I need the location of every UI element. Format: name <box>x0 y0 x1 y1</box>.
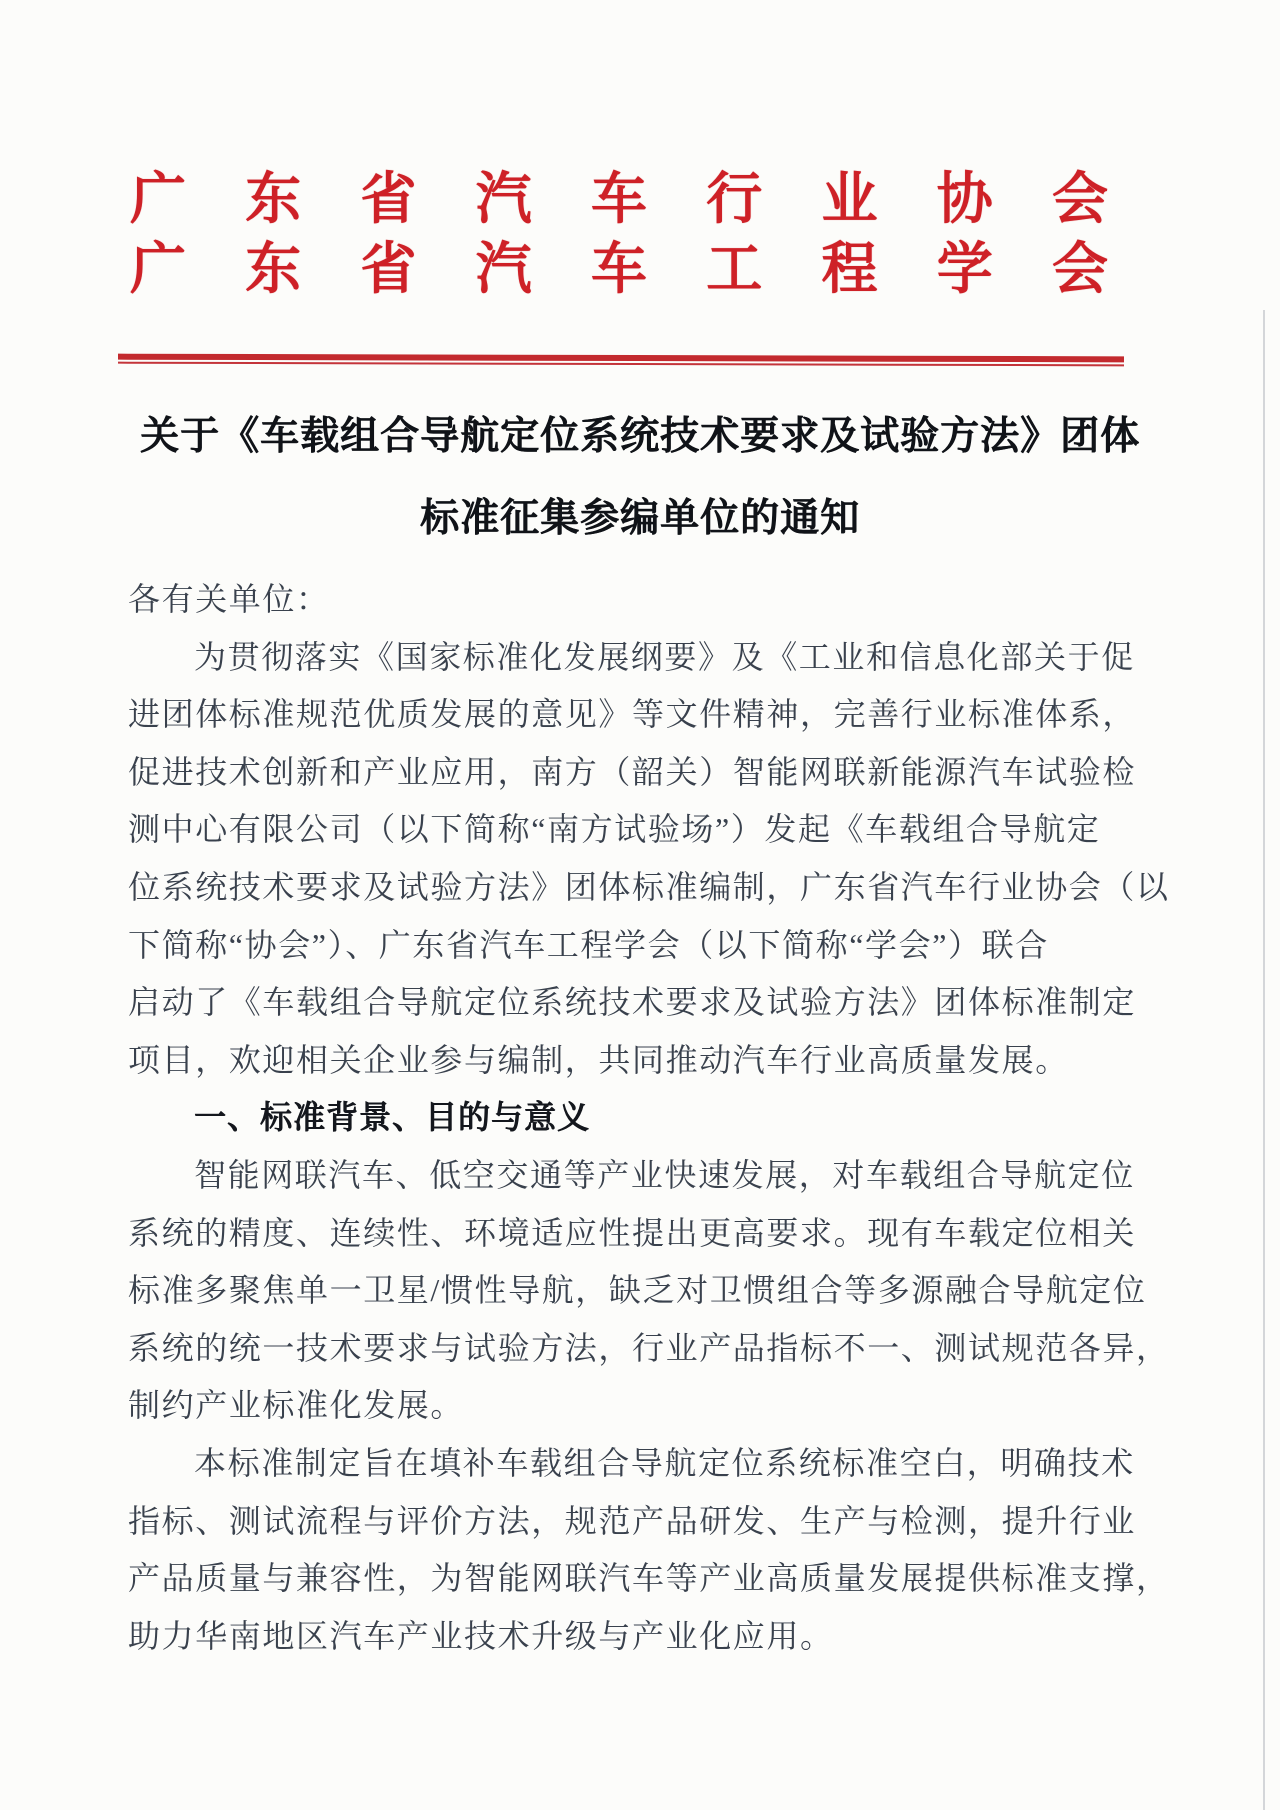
body-line: 标准多聚焦单一卫星/惯性导航，缺乏对卫惯组合等多源融合导航定位 <box>128 1272 1147 1309</box>
body-line: 进团体标准规范优质发展的意见》等文件精神，完善行业标准体系， <box>128 696 1137 733</box>
body-line: 测中心有限公司（以下简称“南方试验场”）发起《车载组合导航定 <box>128 811 1101 848</box>
body-line: 下简称“协会”）、广东省汽车工程学会（以下简称“学会”）联合 <box>128 926 1049 963</box>
notice-body <box>128 571 1188 1665</box>
body-line: 位系统技术要求及试验方法》团体标准编制，广东省汽车行业协会（以 <box>128 868 1170 905</box>
org-name-line-1: 广 东 省 汽 车 行 业 协 会 <box>130 169 1108 231</box>
scan-edge-artifact <box>1263 310 1265 1810</box>
document-title-line-1: 关于《车载组合导航定位系统技术要求及试验方法》团体 <box>139 415 1140 458</box>
body-line: 产品质量与兼容性，为智能网联汽车等产业高质量发展提供标准支撑， <box>128 1560 1170 1597</box>
body-line: 为贯彻落实《国家标准化发展纲要》及《工业和信息化部关于促 <box>194 638 1135 675</box>
body-line: 启动了《车载组合导航定位系统技术要求及试验方法》团体标准制定 <box>128 984 1137 1021</box>
body-line: 系统的统一技术要求与试验方法，行业产品指标不一、测试规范各异， <box>128 1329 1170 1366</box>
red-divider-thin-line <box>118 362 1124 367</box>
org-name-line-2: 广 东 省 汽 车 工 程 学 会 <box>130 239 1108 301</box>
body-line: 系统的精度、连续性、环境适应性提出更高要求。现有车载定位相关 <box>128 1214 1137 1251</box>
body-line: 本标准制定旨在填补车载组合导航定位系统标准空白，明确技术 <box>194 1444 1135 1481</box>
section-heading: 一、标准背景、目的与意义 <box>194 1099 591 1136</box>
body-line: 智能网联汽车、低空交通等产业快速发展，对车载组合导航定位 <box>194 1156 1135 1193</box>
body-line: 指标、测试流程与评价方法，规范产品研发、生产与检测，提升行业 <box>128 1502 1137 1539</box>
body-line: 助力华南地区汽车产业技术升级与产业化应用。 <box>128 1617 834 1654</box>
body-line: 制约产业标准化发展。 <box>128 1387 465 1424</box>
red-divider-rule <box>118 355 1124 365</box>
red-divider-thick-line <box>118 354 1124 363</box>
salutation: 各有关单位： <box>128 581 330 617</box>
document-title-line-2: 标准征集参编单位的通知 <box>419 497 860 540</box>
body-line: 项目，欢迎相关企业参与编制，共同推动汽车行业高质量发展。 <box>128 1041 1069 1078</box>
body-line: 促进技术创新和产业应用，南方（韶关）智能网联新能源汽车试验检 <box>128 753 1137 790</box>
